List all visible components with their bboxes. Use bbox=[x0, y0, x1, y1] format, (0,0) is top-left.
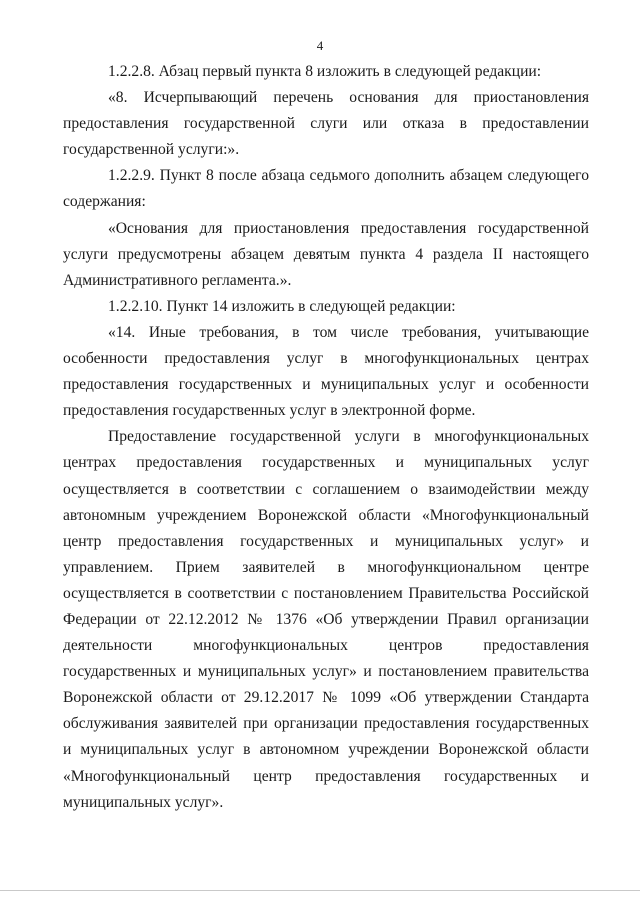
page-number: 4 bbox=[316, 38, 324, 53]
paragraph-item-8-text: «8. Исчерпывающий перечень основания для приостановления предоставления государственной слуги или отказа в предоставлении государственной услуги:». bbox=[63, 89, 589, 159]
document-body bbox=[63, 59, 589, 816]
paragraph-mfc-provision: Предоставление государственной услуги в многофункциональных центрах предоставления государственных и муниципальных услуг осуществляется в соответствии с соглашением о взаимодействии между автономным учреждением Воронежской области «Многофункциональный центр предоставления государственных и муниципальных услуг» и управлением. Прием заявителей в многофункциональном центре осуществляется в соответствии с постановлением Правительства Российской Федерации от 22.12.2012 № 1376 «Об утверждении Правил организации деятельности многофункциональных центров предоставления государственных и муниципальных услуг» и постановлением правительства Воронежской области от 29.12.2017 № 1099 «Об утверждении Стандарта обслуживания заявителей при организации предоставления государственных и муниципальных услуг в автономном учреждении Воронежской области «Многофункциональный центр предоставления государственных и муниципальных услуг». bbox=[63, 428, 589, 811]
paragraph-12210: 1.2.2.10. Пункт 14 изложить в следующей редакции: bbox=[108, 297, 456, 315]
page-bottom-edge bbox=[0, 890, 640, 891]
paragraph-1229: 1.2.2.9. Пункт 8 после абзаца седьмого дополнить абзацем следующего содержания: bbox=[63, 167, 589, 211]
paragraph-1228: 1.2.2.8. Абзац первый пункта 8 изложить в следующей редакции: bbox=[108, 63, 542, 80]
paragraph-suspension-grounds: «Основания для приостановления предоставления государственной услуги предусмотрены абзацем девятым пункта 4 раздела II настоящего Административного регламента.». bbox=[63, 219, 589, 289]
paragraph-item-14-text: «14. Иные требования, в том числе требования, учитывающие особенности предоставления услуг в многофункциональных центрах предоставления государственных и муниципальных услуг и особенности предоставления государственных услуг в электронной форме. bbox=[63, 323, 589, 420]
